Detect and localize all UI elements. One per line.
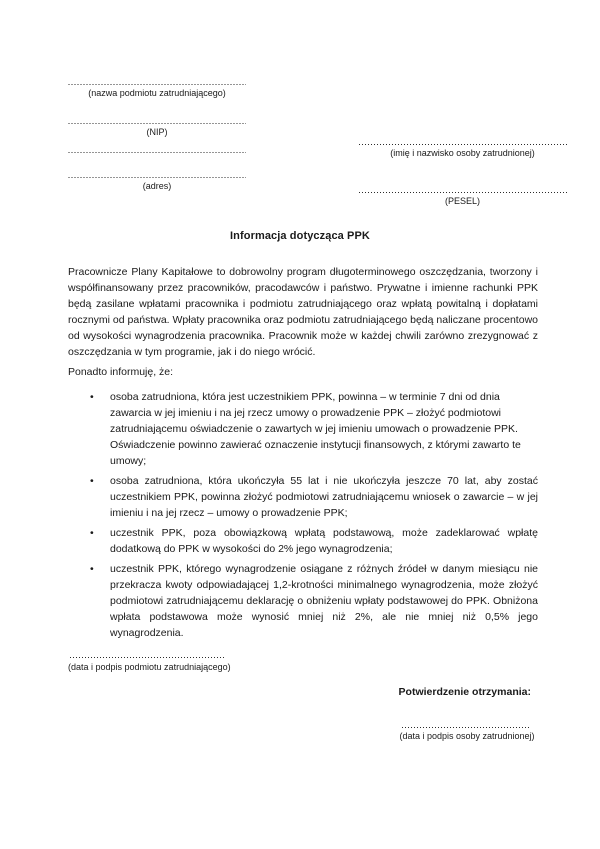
employer-name-label: (nazwa podmiotu zatrudniającego) xyxy=(88,88,226,98)
employee-name-line xyxy=(357,143,568,145)
employee-pesel-label: (PESEL) xyxy=(444,196,480,206)
document-body xyxy=(68,264,538,645)
employer-address-label: (adres) xyxy=(142,181,172,191)
bullet-item: • uczestnik PPK, którego wynagrodzenie osiągane z różnych źródeł w danym miesiącu nie przekracza kwoty odpowiadającej 1,2-krotności minimalnego wynagrodzenia, może złożyć podmiotowi zatrudniającemu deklarację o obniżeniu wpłaty podstawowej do PPK. Obniżona wpłata podstawowa może wynosić mniej niż 2%, ale nie mniej niż 0,5% jego wynagrodzenia. xyxy=(110,561,538,641)
employee-pesel-line xyxy=(357,191,568,193)
employee-name-label: (imię i nazwisko osoby zatrudnionej) xyxy=(390,148,535,158)
list-intro: Ponadto informuję, że: xyxy=(68,366,174,378)
employee-signature-line xyxy=(402,726,531,728)
bullet-list xyxy=(68,389,538,641)
intro-paragraph: Pracownicze Plany Kapitałowe to dobrowolny program długoterminowego oszczędzania, tworzony i współfinansowany przez pracowników, pracodawców i państwo. Prywatne i imienne rachunki PPK będą zasilane wpłatami pracownika i podmiotu zatrudniającego oraz wpłatą powitalną i dopłatami rocznymi od państwa. Wpłaty pracownika oraz podmiotu zatrudniającego będą naliczane procentowo od wysokości wynagrodzenia pracownika. Pracownik może w każdej chwili zarówno zrezygnować z oszczędzania w tym programie, jak i do niego wrócić. xyxy=(68,266,538,358)
employer-nip-line xyxy=(68,122,246,124)
confirmation-heading: Potwierdzenie otrzymania: xyxy=(398,686,531,698)
bullet-item: • uczestnik PPK, poza obowiązkową wpłatą podstawową, może zadeklarować wpłatę dodatkową do PPK w wysokości do 2% jego wynagrodzenia; xyxy=(110,525,538,557)
employer-name-line xyxy=(68,83,246,85)
employer-signature-line xyxy=(68,656,225,658)
employer-signature-label: (data i podpis podmiotu zatrudniającego) xyxy=(68,662,231,672)
document-title: Informacja dotycząca PPK xyxy=(230,230,370,242)
bullet-item: • osoba zatrudniona, która jest uczestnikiem PPK, powinna – w terminie 7 dni od dnia zawarcia w jej imieniu i na jej rzecz umowy o prowadzenie PPK – złożyć podmiotowi zatrudniającemu oświadczenie o zawartych w jej imieniu umowach o prowadzenie PPK. Oświadczenie powinno zawierać oznaczenie instytucji finansowych, z którymi zawarto te umowy; xyxy=(110,389,538,469)
employer-address-line-2 xyxy=(68,176,246,178)
employee-signature-label: (data i podpis osoby zatrudnionej) xyxy=(399,731,535,741)
bullet-item: • osoba zatrudniona, która ukończyła 55 lat i nie ukończyła jeszcze 70 lat, aby zostać uczestnikiem PPK, powinna złożyć podmiotowi zatrudniającemu wniosek o zawarcie – w jej imieniu i na jej rzecz – umowy o prowadzenie PPK; xyxy=(110,473,538,521)
employer-nip-label: (NIP) xyxy=(146,127,168,137)
employer-address-line-1 xyxy=(68,151,246,153)
